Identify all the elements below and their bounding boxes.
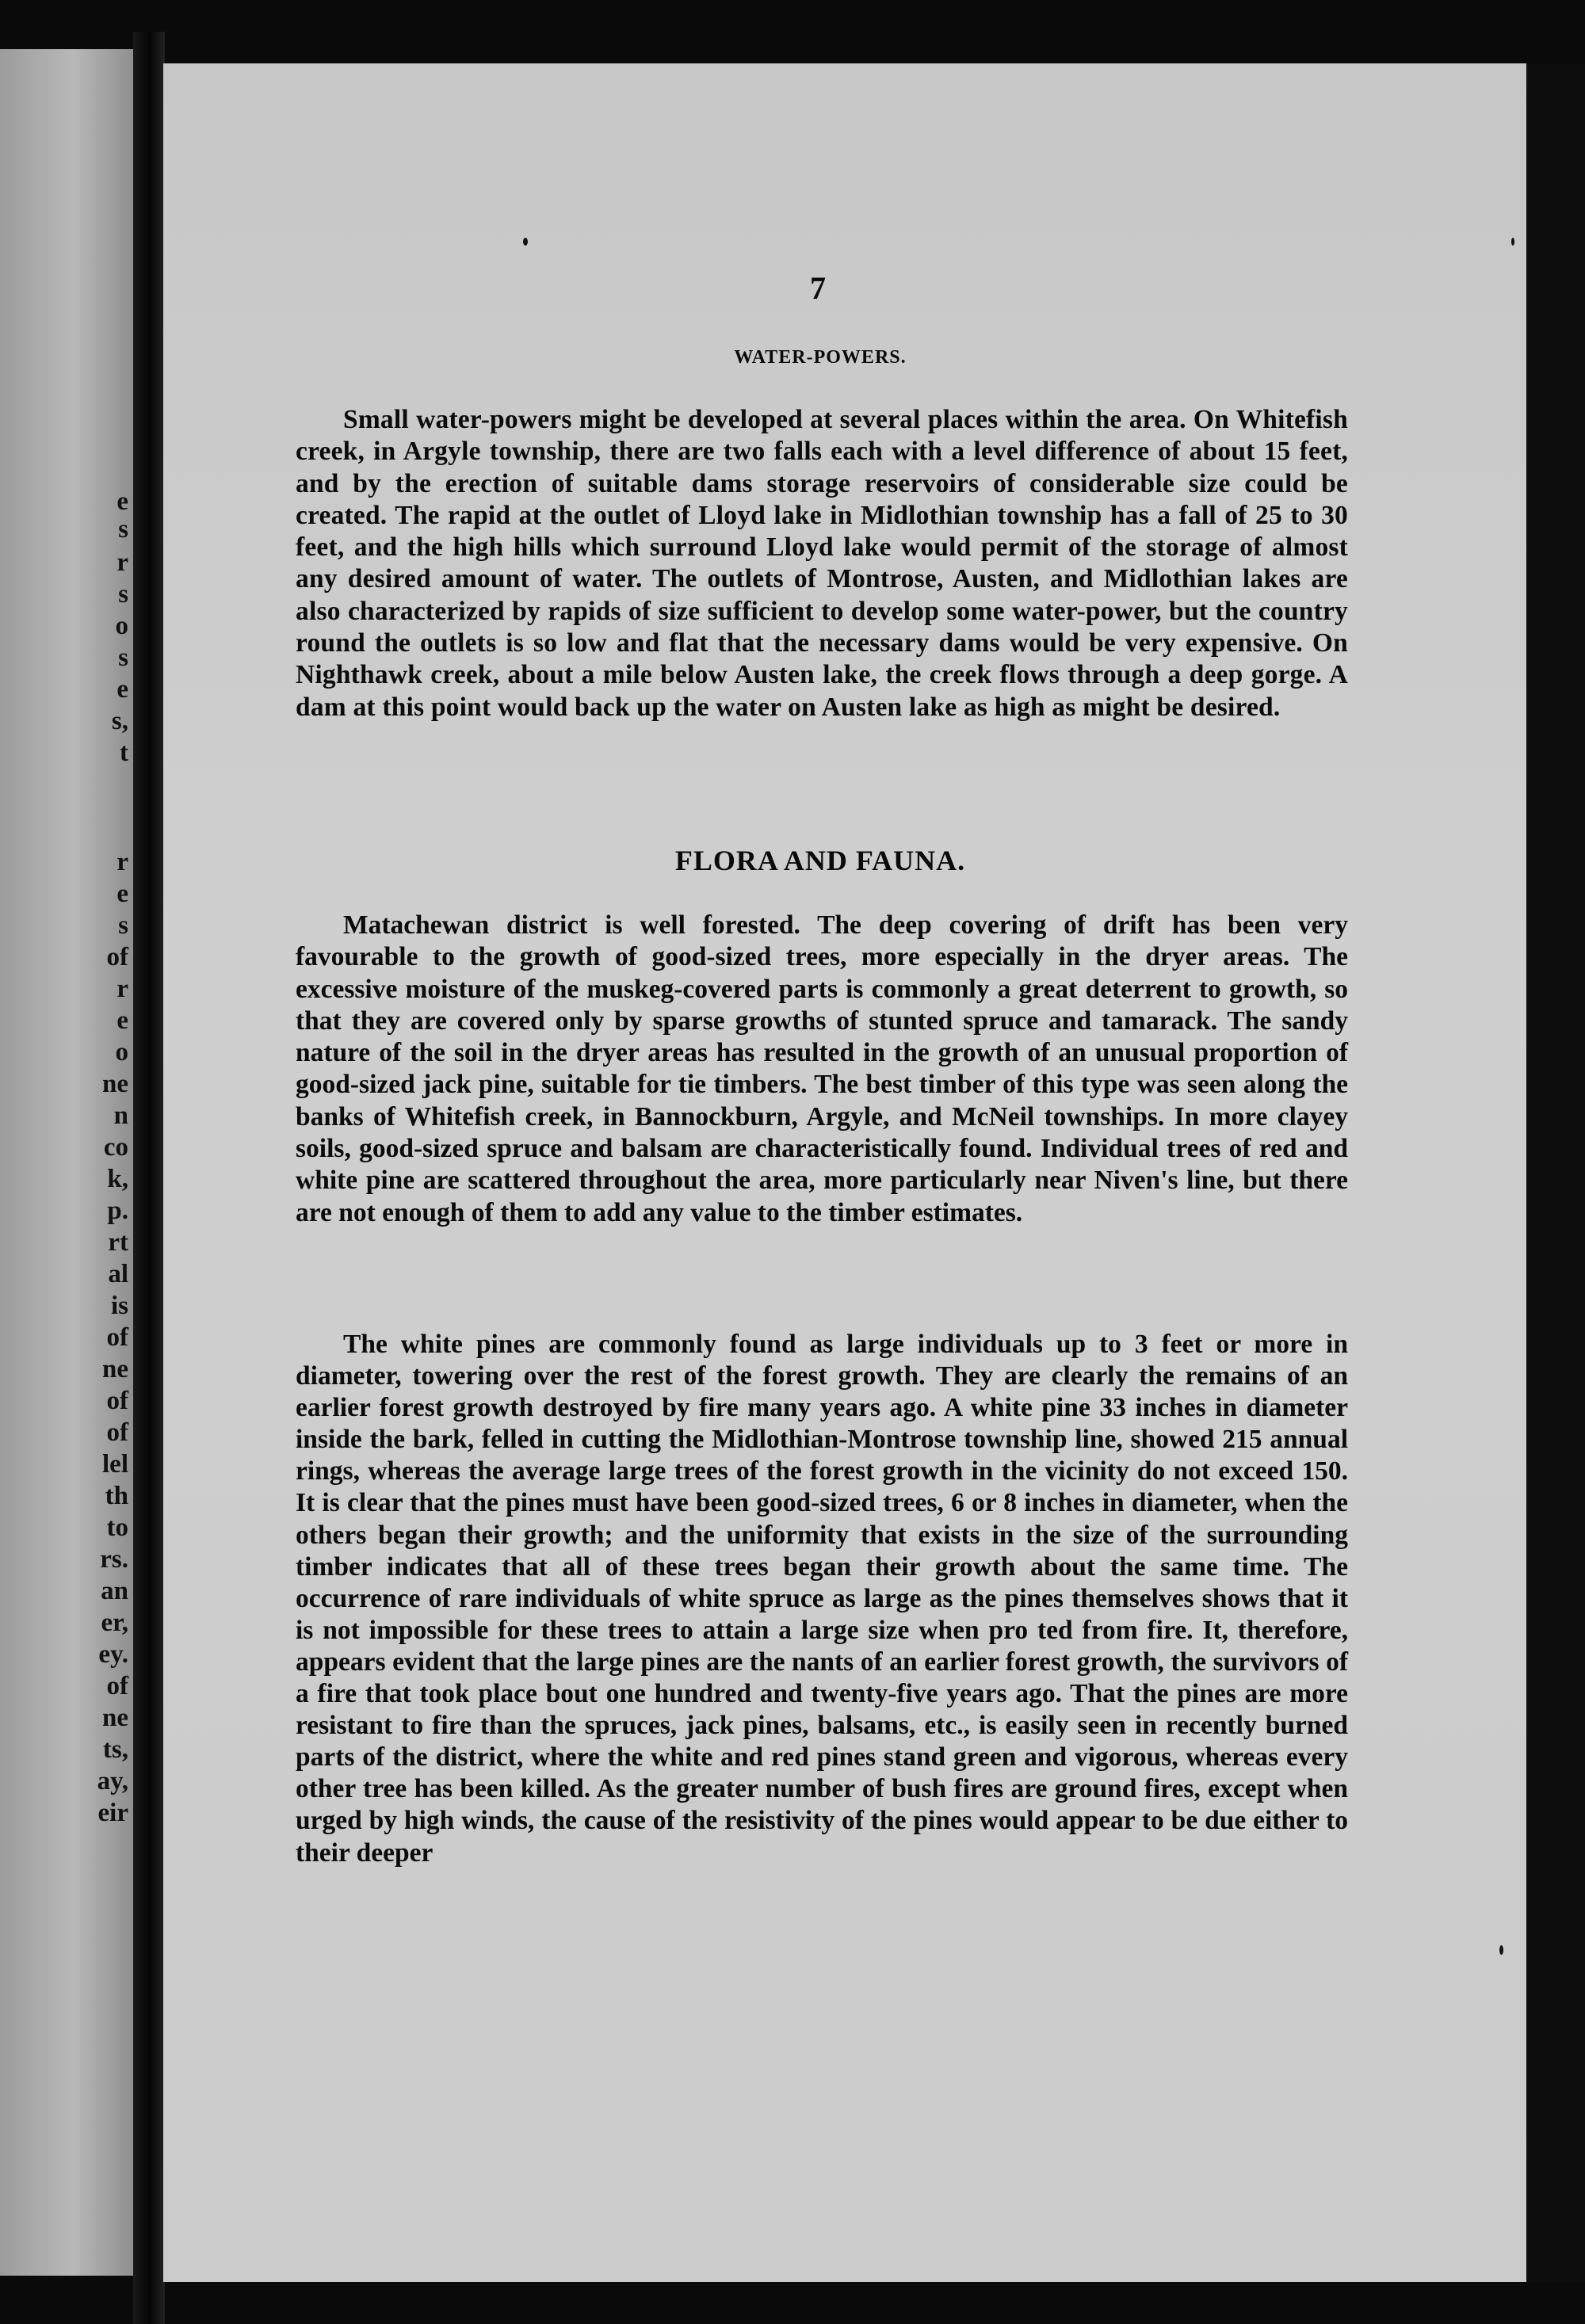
adjacent-page-fragment: th: [105, 1482, 128, 1510]
adjacent-page-fragment: e: [116, 880, 128, 908]
scan-speck: [1511, 238, 1514, 246]
adjacent-page-fragment: n: [113, 1101, 128, 1130]
adjacent-page-strip: [0, 49, 133, 2276]
heading-water-powers: WATER-POWERS.: [734, 347, 907, 368]
adjacent-page-fragment: eir: [97, 1799, 128, 1827]
adjacent-page-fragment: s: [118, 643, 128, 672]
adjacent-page-fragment: ne: [102, 1355, 128, 1383]
adjacent-page-fragment: of: [106, 943, 128, 971]
heading-flora-and-fauna: FLORA AND FAUNA.: [674, 845, 966, 876]
adjacent-page-fragment: o: [115, 1038, 128, 1067]
scan-speck: [1499, 1945, 1503, 1955]
adjacent-page-fragment: k,: [107, 1165, 128, 1193]
adjacent-page-fragment: e: [116, 1006, 128, 1035]
adjacent-page-fragment: ay,: [97, 1767, 128, 1795]
adjacent-page-fragment: of: [106, 1672, 128, 1700]
adjacent-page-fragment: ts,: [102, 1735, 128, 1764]
adjacent-page-fragment: s: [118, 515, 128, 544]
adjacent-page-fragment: ne: [102, 1704, 128, 1732]
adjacent-page-fragment: s: [118, 911, 128, 940]
adjacent-page-fragment: rs.: [100, 1545, 128, 1574]
paragraph-flora-1: Matachewan district is well forested. The deep covering of drift has been very favourable to the growth of good-sized trees, more especially in the dryer areas. The excessive moisture of the muskeg-covered parts is commonly a great deterrent to growth, so that they are covered only by sparse growths of stunted spruce and tamarack. The sandy nature of the soil in the dryer areas has resulted in the growth of an unusual proportion of good-sized jack pine, suitable for tie timbers. The best timber of this type was seen along the banks of Whitefish creek, in Bannockburn, Argyle, and McNeil townships. In more clayey soils, good-sized spruce and balsam are characteristically found. Individual trees of red and white pine are scattered throughout the area, more particularly near Niven's line, but there are not enough of them to add any value to the timber estimates.: [296, 910, 1348, 1227]
paragraph-flora-2: The white pines are commonly found as large individuals up to 3 feet or more in diameter, towering over the rest of the forest growth. They are clearly the remains of an earlier forest growth destroyed by fire many years ago. A white pine 33 inches in diameter inside the bark, felled in cutting the Midlothian-Montrose township line, showed 215 annual rings, whereas the average large trees of the forest growth in the vicinity do not exceed 150. It is clear that the pines must have been good-sized trees, 6 or 8 inches in diameter, when the others began their growth; and the uniformity that exists in the size of the surrounding timber indicates that all of these trees began their growth about the same time. The occurrence of rare individuals of white spruce as large as the pines themselves shows that it is not impossible for these trees to attain a large size when pro ted from fire. It, therefore, appears evident that the large pines are the nants of an earlier forest growth, the survivors of a fire that took place bout one hundred and twenty-five years ago. That the pines are more resistant to fire than the spruces, jack pines, balsams, etc., is easily seen in recently burned parts of the district, where the white and red pines stand green and vigorous, whereas every other tree has been killed. As the greater number of bush fires are ground fires, except when urged by high winds, the cause of the resistivity of the pines would appear to be due either to their deeper: [296, 1330, 1348, 1868]
adjacent-page-fragment: r: [116, 848, 128, 876]
adjacent-page-fragment: e: [116, 675, 128, 704]
right-margin-edge: [1526, 63, 1585, 2282]
adjacent-page-fragment: p.: [107, 1196, 128, 1225]
adjacent-page-fragment: to: [106, 1513, 128, 1542]
adjacent-page-fragment: of: [106, 1323, 128, 1352]
adjacent-page-fragment: is: [110, 1292, 128, 1320]
adjacent-page-fragment: t: [120, 738, 128, 767]
scan-speck: [523, 238, 528, 246]
adjacent-page-fragment: e: [116, 487, 128, 516]
adjacent-page-fragment: lel: [102, 1450, 128, 1479]
adjacent-page-fragment: s: [118, 580, 128, 609]
adjacent-page-fragment: al: [108, 1260, 128, 1288]
adjacent-page-fragment: s,: [111, 707, 128, 735]
adjacent-page-fragment: r: [116, 975, 128, 1003]
adjacent-page-fragment: ne: [102, 1070, 128, 1098]
book-gutter: [133, 32, 165, 2324]
adjacent-page-fragment: o: [115, 612, 128, 640]
adjacent-page-fragment: an: [101, 1577, 128, 1605]
adjacent-page-fragment: er,: [101, 1608, 128, 1637]
adjacent-page-fragment: co: [103, 1133, 128, 1162]
adjacent-page-fragment: rt: [108, 1228, 128, 1257]
adjacent-page-fragment: r: [116, 548, 128, 577]
adjacent-page-fragment: ey.: [98, 1640, 128, 1669]
adjacent-page-fragment: of: [106, 1418, 128, 1447]
adjacent-page-fragment: of: [106, 1387, 128, 1415]
paragraph-water-powers: Small water-powers might be developed at several places within the area. On Whitefish creek, in Argyle township, there are two falls each with a level difference of about 15 feet, and by the erection of suitable dams storage reservoirs of considerable size could be created. The rapid at the outlet of Lloyd lake in Midlothian township has a fall of 25 to 30 feet, and the high hills which surround Lloyd lake would permit of the storage of almost any desired amount of water. The outlets of Montrose, Austen, and Midlothian lakes are also characterized by rapids of size sufficient to develop some water-power, but the country round the outlets is so low and flat that the necessary dams would be very expensive. On Nighthawk creek, about a mile below Austen lake, the creek flows through a deep gorge. A dam at this point would back up the water on Austen lake as high as might be desired.: [296, 405, 1348, 722]
page-number: 7: [810, 270, 826, 306]
